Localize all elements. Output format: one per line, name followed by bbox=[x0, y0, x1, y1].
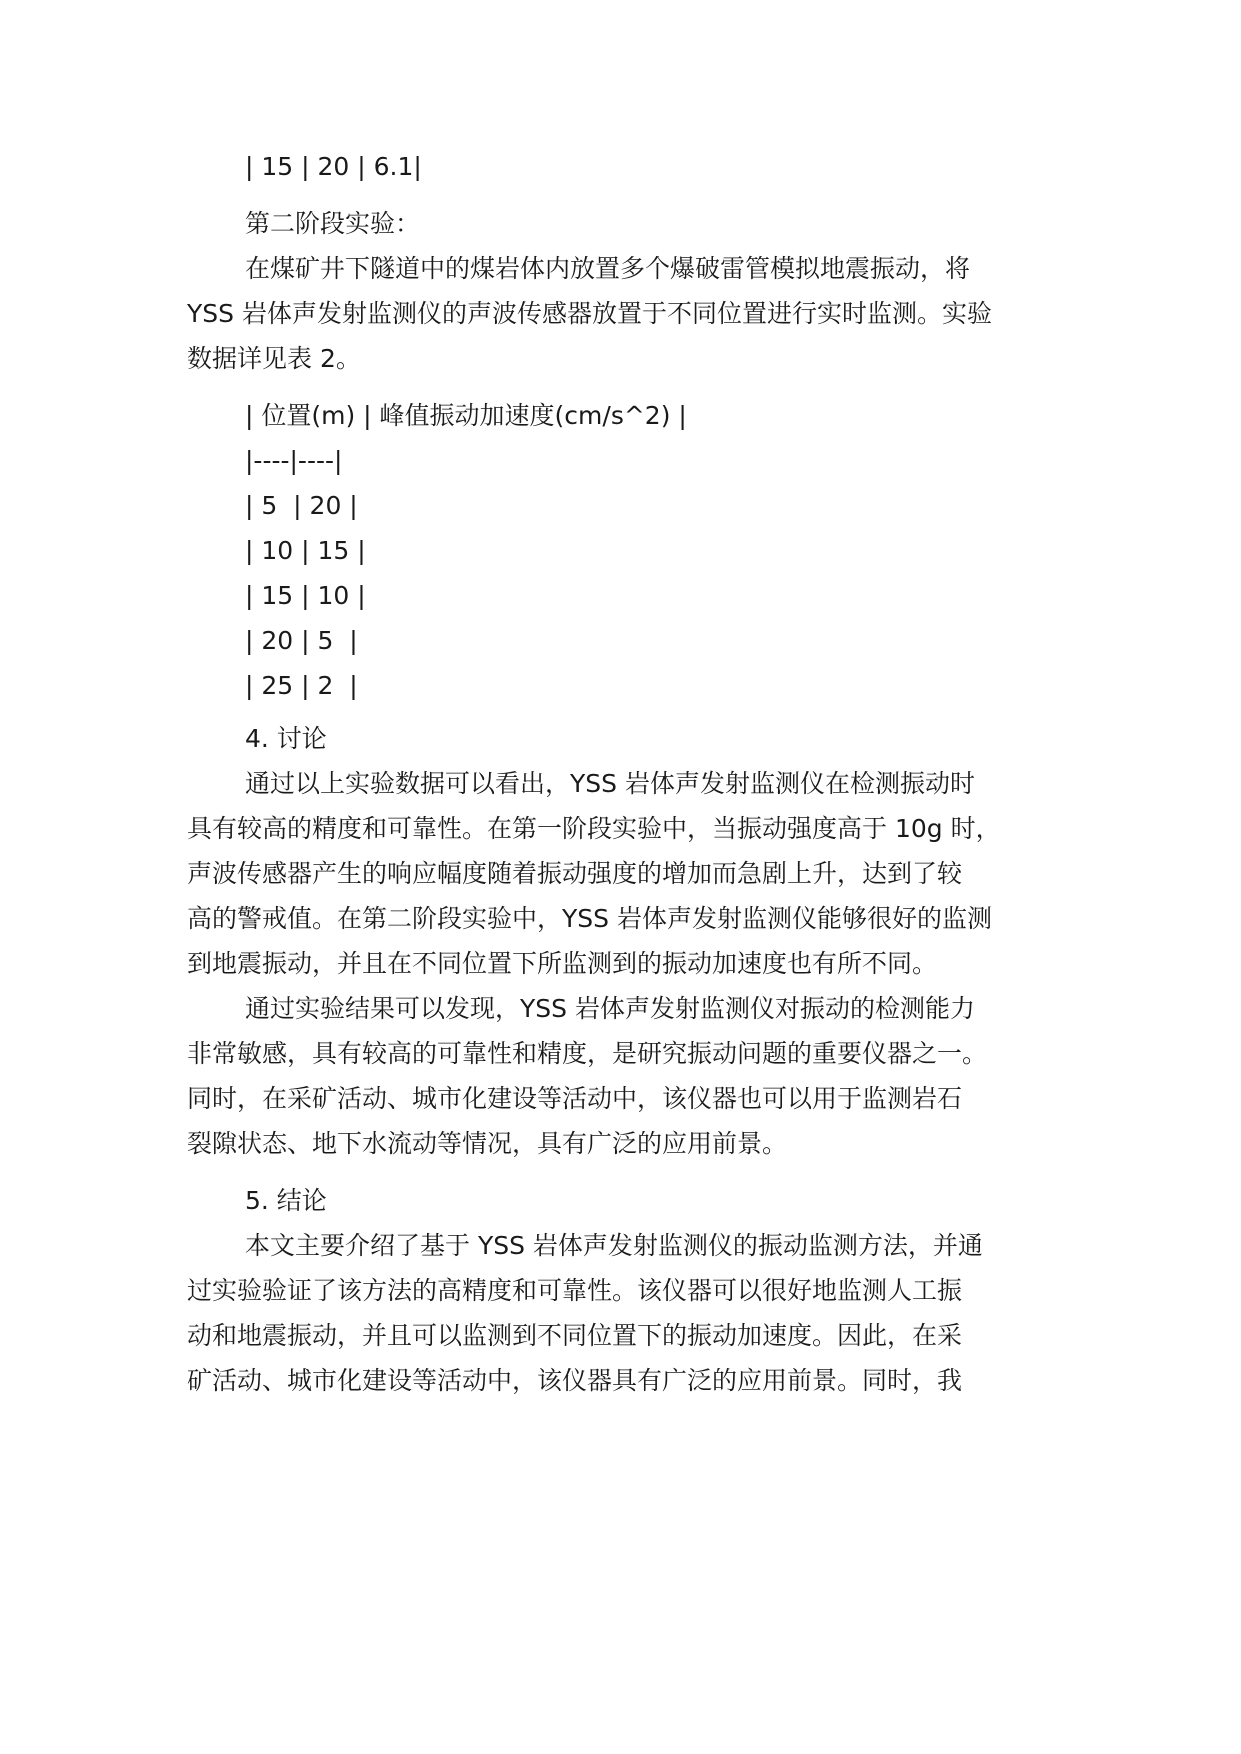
paragraph-line: 到地震振动，并且在不同位置下所监测到的振动加速度也有所不同。 bbox=[187, 949, 938, 978]
section-5-heading: 5. 结论 bbox=[245, 1186, 327, 1215]
table2-row: | 15 | 10 | bbox=[245, 581, 366, 610]
table2-markdown bbox=[187, 393, 1087, 708]
paragraph-line: 在煤矿井下隧道中的煤岩体内放置多个爆破雷管模拟地震振动，将 bbox=[245, 254, 971, 283]
paragraph-line: 过实验验证了该方法的高精度和可靠性。该仪器可以很好地监测人工振 bbox=[187, 1276, 963, 1305]
table2-separator: |----|----| bbox=[245, 446, 343, 475]
paragraph-line: 同时，在采矿活动、城市化建设等活动中，该仪器也可以用于监测岩石 bbox=[187, 1084, 963, 1113]
paragraph-line: 本文主要介绍了基于 YSS 岩体声发射监测仪的振动监测方法，并通 bbox=[245, 1231, 983, 1260]
paragraph-line: YSS 岩体声发射监测仪的声波传感器放置于不同位置进行实时监测。实验 bbox=[187, 299, 992, 328]
paragraph-line: 动和地震振动，并且可以监测到不同位置下的振动加速度。因此，在采 bbox=[187, 1321, 963, 1350]
paragraph-line: 高的警戒值。在第二阶段实验中，YSS 岩体声发射监测仪能够很好的监测 bbox=[187, 904, 992, 933]
table1-last-row: | 15 | 20 | 6.1| bbox=[245, 152, 422, 181]
paragraph-line: 具有较高的精度和可靠性。在第一阶段实验中，当振动强度高于 10g 时， bbox=[187, 814, 1001, 843]
section-4-heading: 4. 讨论 bbox=[245, 724, 327, 753]
table2-row: | 10 | 15 | bbox=[245, 536, 366, 565]
paragraph-line: 通过以上实验数据可以看出，YSS 岩体声发射监测仪在检测振动时 bbox=[245, 769, 975, 798]
document-body bbox=[187, 144, 1087, 1403]
stage2-paragraph bbox=[187, 246, 1087, 381]
paragraph-line: 非常敏感，具有较高的可靠性和精度，是研究振动问题的重要仪器之一。 bbox=[187, 1039, 988, 1068]
discussion-paragraph-2 bbox=[187, 986, 1087, 1166]
stage2-heading: 第二阶段实验： bbox=[245, 209, 421, 238]
paragraph-line: 矿活动、城市化建设等活动中，该仪器具有广泛的应用前景。同时，我 bbox=[187, 1366, 963, 1395]
table2-row: | 25 | 2 | bbox=[245, 671, 358, 700]
table2-row: | 5 | 20 | bbox=[245, 491, 358, 520]
conclusion-paragraph bbox=[187, 1223, 1087, 1403]
paragraph-line: 通过实验结果可以发现，YSS 岩体声发射监测仪对振动的检测能力 bbox=[245, 994, 975, 1023]
table2-header: | 位置(m) | 峰值振动加速度(cm/s^2) | bbox=[245, 401, 687, 430]
discussion-paragraph-1 bbox=[187, 761, 1087, 986]
paragraph-line: 声波传感器产生的响应幅度随着振动强度的增加而急剧上升，达到了较 bbox=[187, 859, 963, 888]
paragraph-line: 裂隙状态、地下水流动等情况，具有广泛的应用前景。 bbox=[187, 1129, 788, 1158]
table2-row: | 20 | 5 | bbox=[245, 626, 358, 655]
paragraph-line: 数据详见表 2。 bbox=[187, 344, 361, 373]
